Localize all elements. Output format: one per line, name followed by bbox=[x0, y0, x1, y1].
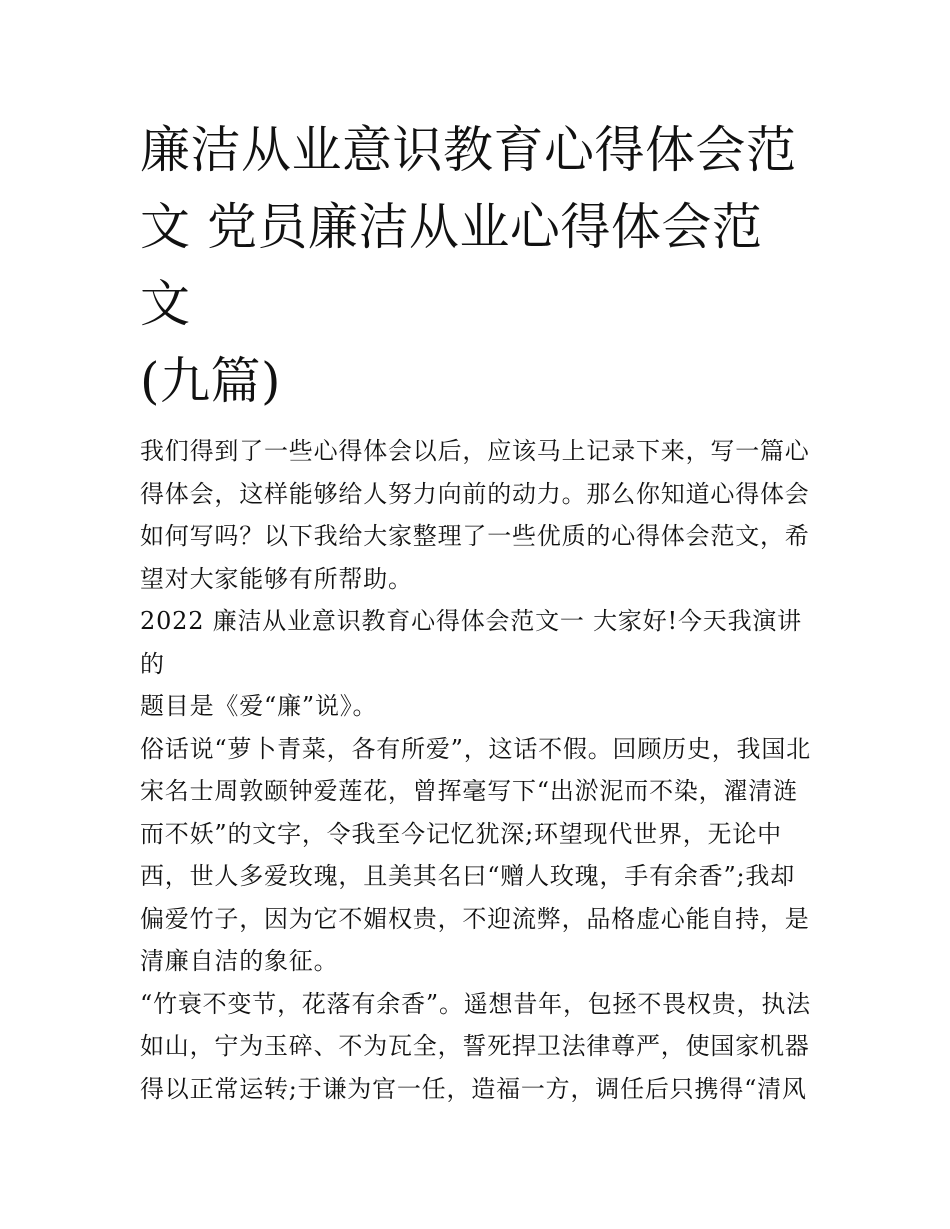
proverb-paragraph: 俗话说“萝卜青菜，各有所爱”，这话不假。回顾历史，我国北 宋名士周敦颐钟爱莲花，曾挥毫写下“出淤泥而不染，濯清涟 而不妖”的文字，令我至今记忆犹深;环望现代世界，无论中 西，世人多爱玫瑰，且美其名曰“赠人玫瑰，手有余香”;我却 偏爱竹子，因为它不媚权贵，不迎流弊，品格虚心能自持，是 清廉自洁的象征。 bbox=[140, 734, 811, 975]
intro-paragraph: 我们得到了一些心得体会以后，应该马上记录下来，写一篇心 得体会，这样能够给人努力向前的动力。那么你知道心得体会 如何写吗？以下我给大家整理了一些优质的心得体会范文，希 望对大家能够有所帮助。 bbox=[140, 437, 810, 593]
document-title: 廉洁从业意识教育心得体会范 文 党员廉洁从业心得体会范文 (九篇) bbox=[140, 121, 797, 410]
title-spacer bbox=[140, 420, 812, 430]
history-paragraph: “竹衰不变节，花落有余香”。遥想昔年，包拯不畏权贵，执法 如山，宁为玉碎、不为瓦全，誓死捍卫法律尊严，使国家机器 得以正常运转;于谦为官一任，造福一方，调任后只携得“清风 bbox=[140, 989, 811, 1103]
speech-opening-paragraph: 2022 廉洁从业意识教育心得体会范文一 大家好!今天我演讲的 题目是《爱“廉”说》。 bbox=[140, 607, 802, 720]
document-body bbox=[140, 112, 812, 1110]
